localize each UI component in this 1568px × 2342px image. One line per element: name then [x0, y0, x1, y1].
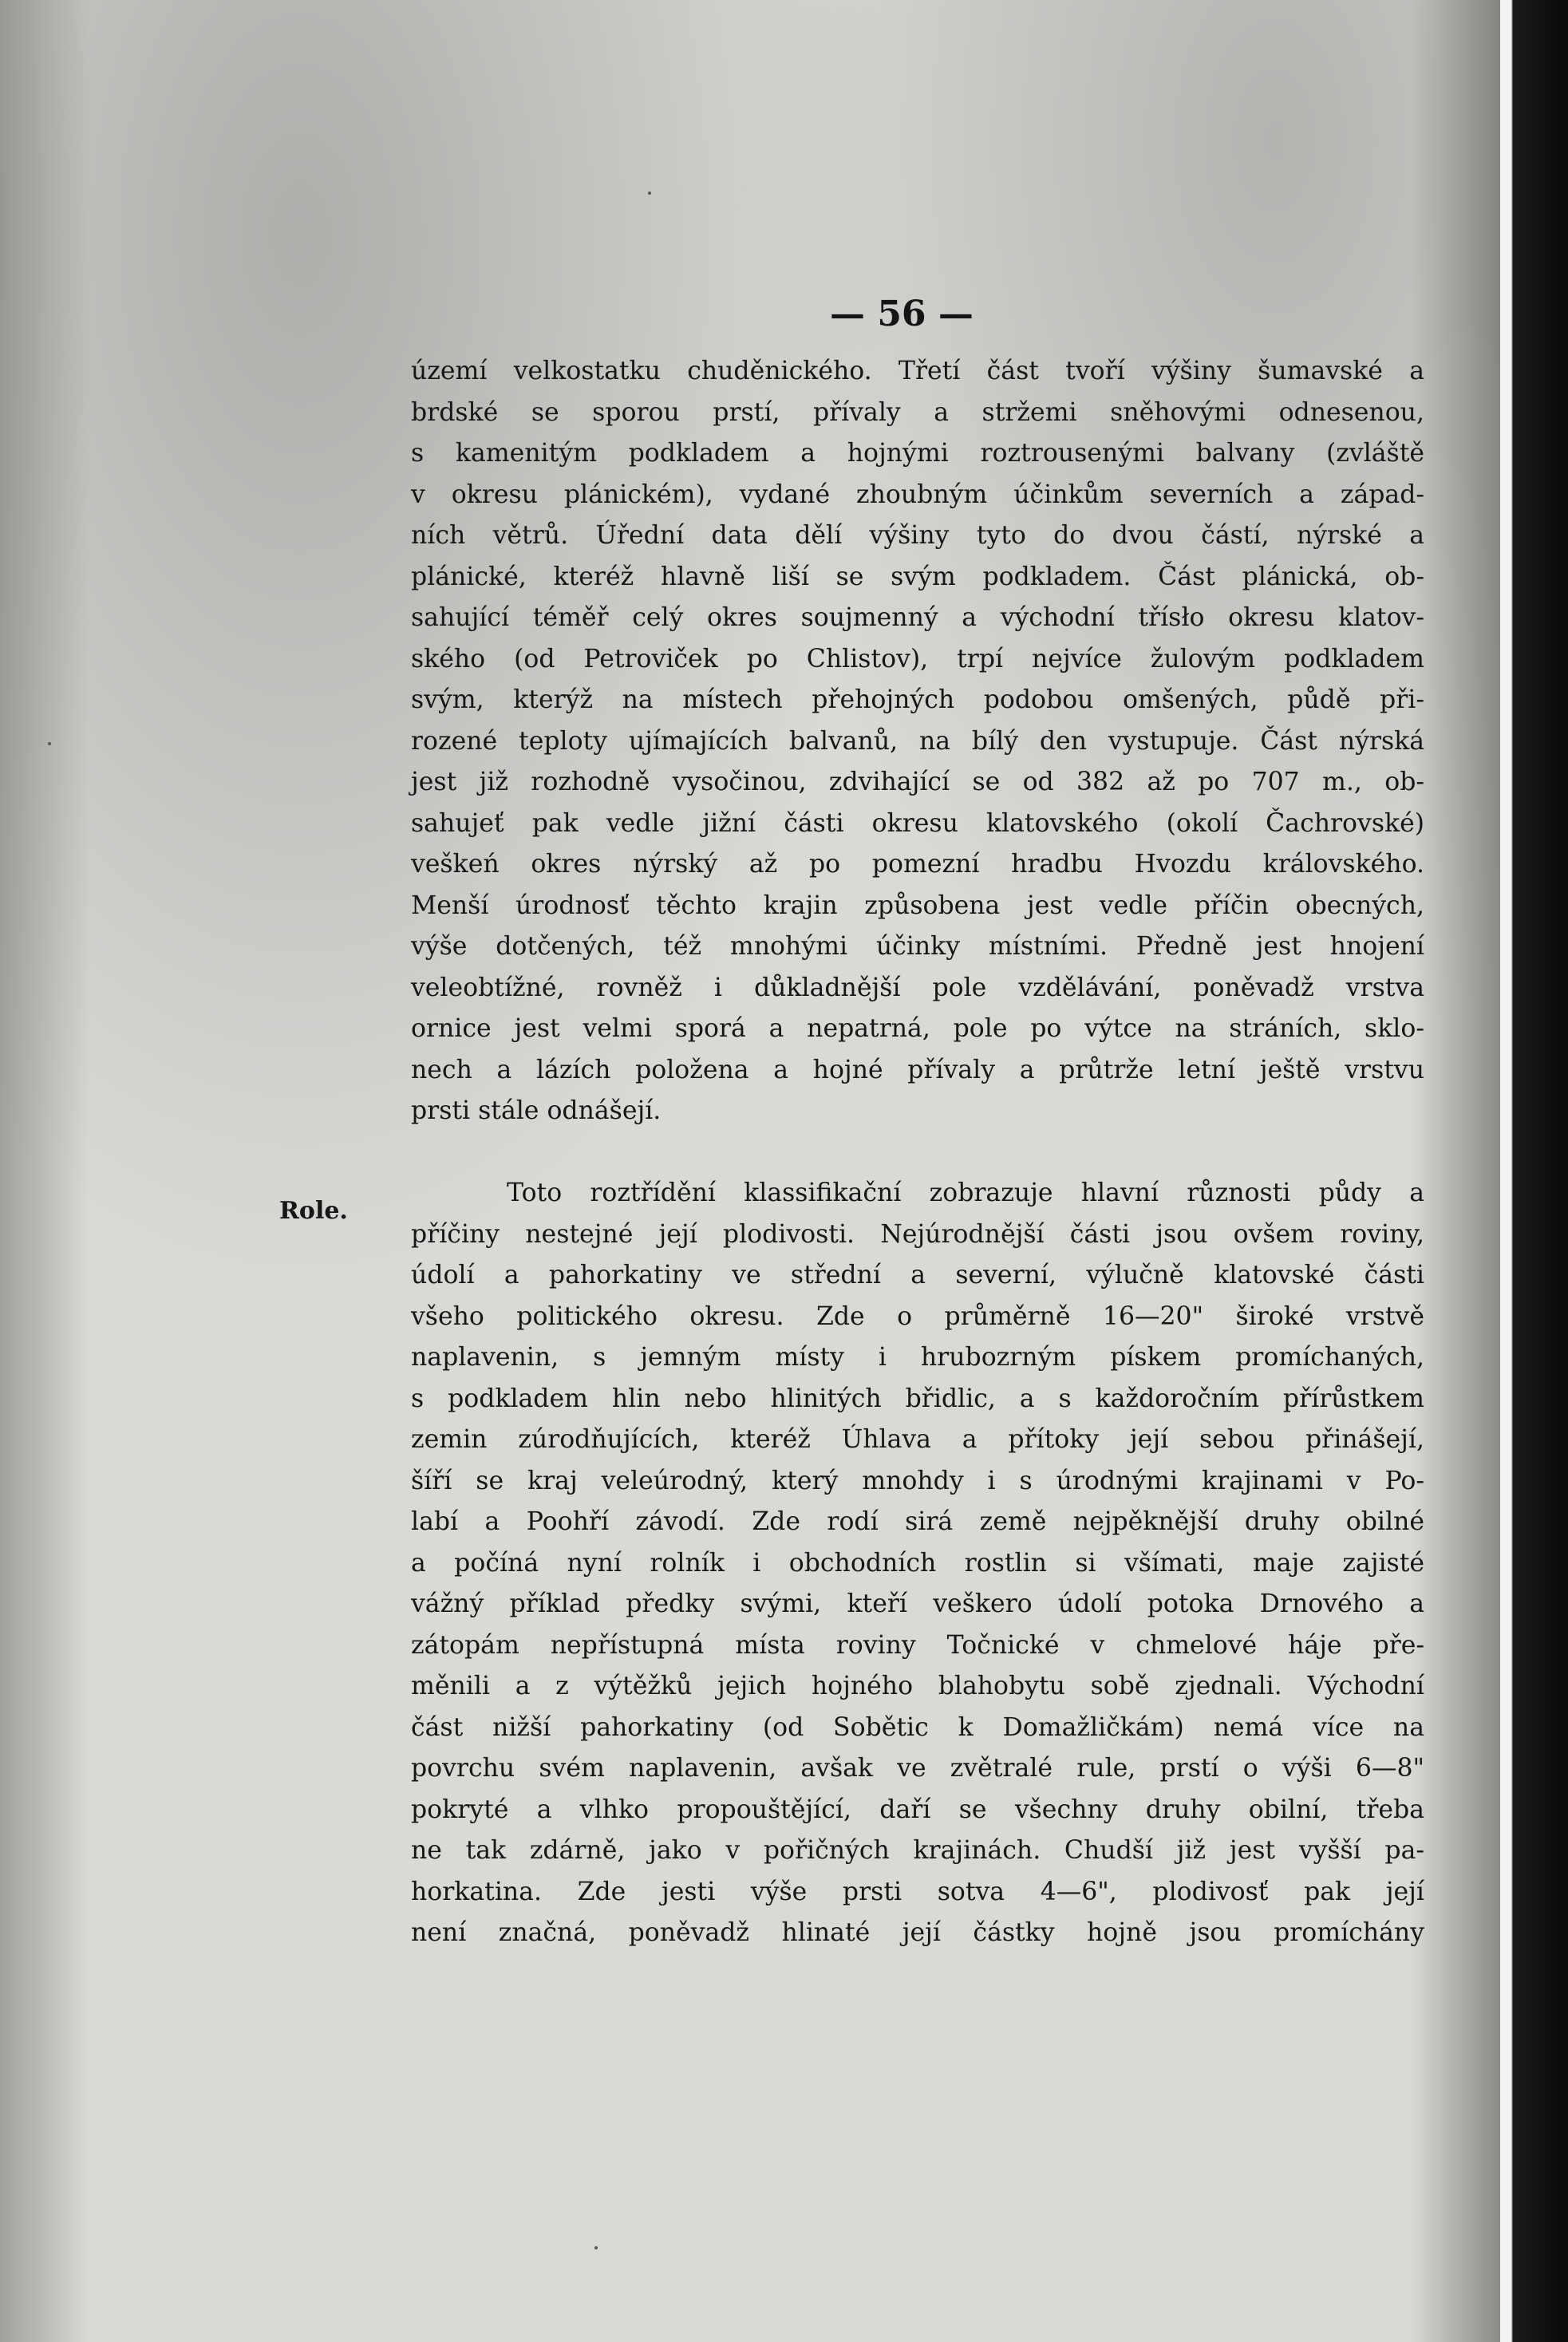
text-line: Menší úrodnosť těchto krajin způsobena jest vedle příčin obecných,: [411, 891, 1424, 920]
scan-speck: [648, 192, 651, 195]
text-line: pokryté a vlhko propouštějící, daří se všechny druhy obilní, třeba: [411, 1795, 1424, 1824]
text-line: ne tak zdárně, jako v pořičných krajinách. Chudší již jest vyšší pa-: [411, 1836, 1424, 1865]
text-line: prsti stále odnášejí.: [411, 1096, 662, 1125]
paragraph-gap: [411, 1132, 1424, 1174]
text-line: labí a Poohří závodí. Zde rodí sirá země nejpěknější druhy obilné: [411, 1507, 1424, 1536]
text-line: sahujeť pak vedle jižní části okresu klatovského (okolí Čachrovské): [411, 808, 1424, 838]
text-line: s podkladem hlin nebo hlinitých břidlic, a s každoročním přírůstkem: [411, 1384, 1424, 1413]
text-line: není značná, poněvadž hlinaté její částky hojně jsou promíchány: [411, 1918, 1424, 1947]
body-text: [411, 351, 1424, 1954]
text-line: horkatina. Zde jesti výše prsti sotva 4—6", plodivosť pak její: [411, 1877, 1424, 1906]
text-line: naplavenin, s jemným místy i hrubozrným pískem promíchaných,: [411, 1343, 1424, 1372]
text-line: měnili a z výtěžků jejich hojného blahobytu sobě zjednali. Východní: [411, 1672, 1424, 1700]
text-line: brdské se sporou prstí, přívaly a stržemi sněhovými odnesenou,: [411, 397, 1424, 427]
margin-note-role: Role.: [279, 1197, 348, 1225]
text-line: ních větrů. Úřední data dělí výšiny tyto do dvou částí, nýrské a: [411, 521, 1424, 550]
text-line: svým, kterýž na místech přehojných podobou omšených, půdě při-: [411, 685, 1424, 714]
scan-speck: [48, 742, 51, 745]
text-line: ského (od Petroviček po Chlistov), trpí nejvíce žulovým podkladem: [411, 644, 1424, 673]
text-line: a počíná nyní rolník i obchodních rostlin si všímati, maje zajisté: [411, 1548, 1424, 1578]
text-line: část nižší pahorkatiny (od Sobětic k Domažličkám) nemá více na: [411, 1712, 1424, 1742]
text-line: příčiny nestejné její plodivosti. Nejúrodnější části jsou ovšem roviny,: [411, 1219, 1424, 1249]
text-line: šíří se kraj veleúrodný, který mnohdy i s úrodnými krajinami v Po-: [411, 1466, 1424, 1495]
text-line: plánické, kteréž hlavně liší se svým podkladem. Část plánická, ob-: [411, 562, 1424, 591]
text-line: údolí a pahorkatiny ve střední a severní, výlučně klatovské části: [411, 1261, 1424, 1289]
text-line: sahující téměř celý okres soujmenný a východní třísło okresu klatov-: [411, 603, 1424, 632]
scan-speck: [594, 2246, 598, 2249]
text-line: veleobtížné, rovněž i důkladnější pole vzdělávání, poněvadž vrstva: [411, 973, 1424, 1002]
text-line: území velkostatku chuděnického. Třetí část tvoří výšiny šumavské a: [411, 357, 1424, 385]
page-number: — 56 —: [830, 294, 974, 334]
text-line: vážný příklad předky svými, kteří veškero údolí potoka Drnového a: [411, 1590, 1424, 1618]
text-line: s kamenitým podkladem a hojnými roztrousenými balvany (zvláště: [411, 439, 1424, 468]
text-line: v okresu plánickém), vydané zhoubným účinkům severních a západ-: [411, 480, 1424, 509]
text-line: povrchu svém naplavenin, avšak ve zvětralé rule, prstí o výši 6—8": [411, 1754, 1424, 1783]
text-line: Toto roztřídění klassifikační zobrazuje hlavní různosti půdy a: [507, 1179, 1424, 1207]
text-line: nech a lázích položena a hojné přívaly a průtrže letní ještě vrstvu: [411, 1055, 1424, 1084]
text-line: výše dotčených, též mnohými účinky místními. Předně jest hnojení: [411, 932, 1424, 961]
text-line: veškeń okres nýrský až po pomezní hradbu Hvozdu královského.: [411, 850, 1424, 879]
text-line: rozené teploty ujímajících balvanů, na bílý den vystupuje. Část nýrská: [411, 726, 1424, 756]
text-line: jest již rozhodně vysočinou, zdvihající se od 382 až po 707 m., ob-: [411, 768, 1424, 796]
paragraph-2: [411, 1173, 1424, 1954]
text-line: zemin zúrodňujících, kteréž Úhlava a přítoky její sebou přinášejí,: [411, 1425, 1424, 1454]
paragraph-1: [411, 351, 1424, 1132]
text-line: všeho politického okresu. Zde o průměrně 16—20" široké vrstvě: [411, 1301, 1424, 1331]
book-binding-edge: [1500, 0, 1568, 2342]
text-line: ornice jest velmi sporá a nepatrná, pole po výtce na stráních, sklo-: [411, 1014, 1424, 1043]
text-line: zátopám nepřístupná místa roviny Točnické v chmelové háje pře-: [411, 1630, 1424, 1660]
